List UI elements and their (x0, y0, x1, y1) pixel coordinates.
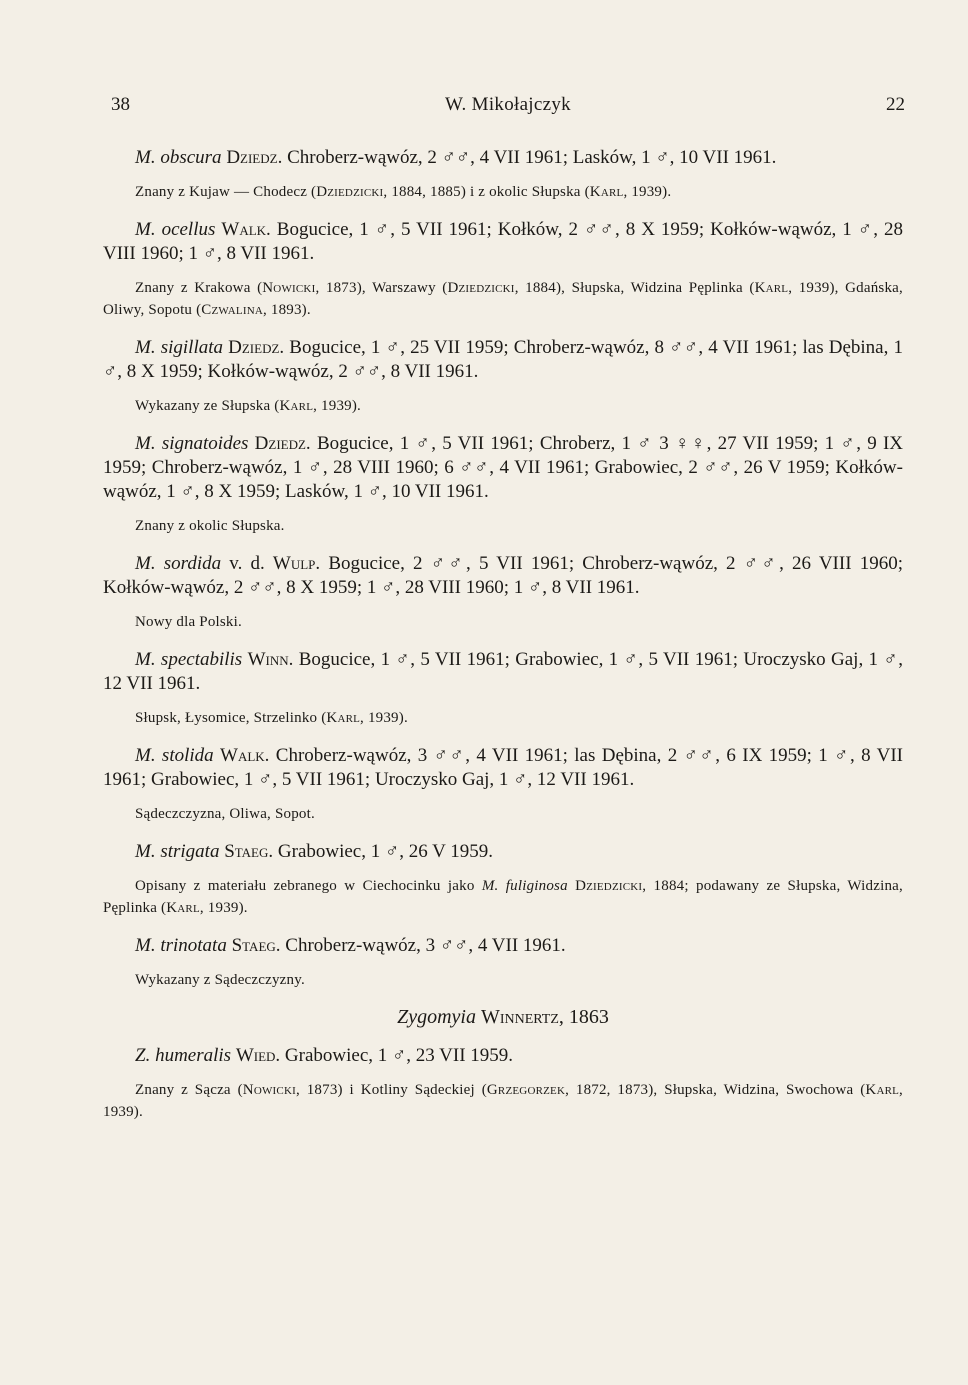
note-author: Dziedzicki (316, 184, 384, 200)
species-entry-sordida (103, 552, 903, 600)
note-text: , 1939), Gdańska, Oliwy, Sopotu ( (103, 280, 903, 318)
note-author: Karl (865, 1082, 900, 1098)
note-text: , 1884; podawany ze Słupska, Widzina, Pęplinka ( (103, 878, 903, 916)
running-header (111, 94, 905, 118)
note-author: Karl (589, 184, 624, 200)
note-text: , 1873) i Kotliny Sądeckiej ( (295, 1082, 487, 1098)
species-entry-sigillata (103, 336, 903, 384)
species-records: Chroberz-wąwóz, 2 ♂♂, 4 VII 1961; Lasków, 1 ♂, 10 VII 1961. (282, 147, 777, 168)
note-text (568, 878, 575, 894)
genus-author: Winnertz (480, 1006, 559, 1028)
species-name: M. signatoides (135, 433, 249, 454)
note-text: Wykazany z Sądeczczyzny. (135, 972, 305, 988)
species-entry-ocellus (103, 218, 903, 266)
note-text: Słupsk, Łysomice, Strzelinko ( (135, 710, 327, 726)
species-author: Walk. (220, 745, 270, 766)
note-text: , 1872, 1873), Słupska, Widzina, Swochowa ( (565, 1082, 866, 1098)
species-author: Dziedz. (228, 337, 285, 358)
species-entry-stolida (103, 744, 903, 792)
species-name: M. strigata (135, 841, 220, 862)
genus-heading (103, 1006, 903, 1029)
genus-name: Zygomyia (397, 1006, 476, 1028)
species-author: Staeg. (224, 841, 274, 862)
species-note-signatoides (103, 515, 903, 537)
note-text: Znany z Krakowa ( (135, 280, 263, 296)
note-text: Opisany z materiału zebranego w Ciechocinku jako (135, 878, 482, 894)
note-author: Nowicki (242, 1082, 296, 1098)
species-records: Bogucice, 1 ♂, 5 VII 1961; Chroberz, 1 ♂ 3 ♀♀, 27 VII 1959; 1 ♂, 9 IX 1959; Chroberz-wąwóz, 1 ♂, 28 VIII 1960; 6 ♂♂, 4 VII 1961; Grabowiec, 2 ♂♂, 26 V 1959; Kołków-wąwóz, 1 ♂, 8 X 1959; Lasków, 1 ♂, 10 VII 1961. (103, 433, 904, 502)
note-text: , 1884), Słupska, Widzina Pęplinka ( (514, 280, 755, 296)
note-text: Znany z Kujaw — Chodecz ( (135, 184, 317, 200)
species-author: Staeg. (231, 935, 281, 956)
page-number-right: 22 (886, 94, 905, 115)
species-entry-signatoides (103, 432, 903, 504)
note-author: Grzegorzek (486, 1082, 566, 1098)
species-entry-trinotata (103, 934, 903, 958)
note-species-name: M. fuliginosa (481, 878, 568, 894)
species-records: Grabowiec, 1 ♂, 23 VII 1959. (280, 1045, 514, 1066)
species-note-obscura (103, 181, 903, 203)
note-text: Znany z okolic Słupska. (135, 518, 285, 534)
species-name: M. trinotata (135, 935, 227, 956)
note-text: , 1893). (262, 302, 311, 318)
note-author: Karl (279, 398, 314, 414)
note-author: Nowicki (262, 280, 316, 296)
note-text: , 1873), Warszawy ( (315, 280, 448, 296)
species-entry-strigata (103, 840, 903, 864)
species-records: Chroberz-wąwóz, 3 ♂♂, 4 VII 1961. (280, 935, 566, 956)
species-records: Chroberz-wąwóz, 3 ♂♂, 4 VII 1961; las Dębina, 2 ♂♂, 6 IX 1959; 1 ♂, 8 VII 1961; Grabowiec, 1 ♂, 5 VII 1961; Uroczysko Gaj, 1 ♂, 12 VII 1961. (103, 745, 903, 790)
note-text: Znany z Sącza ( (135, 1082, 243, 1098)
species-author: Dziedz. (226, 147, 283, 168)
note-author: Dziedzicki (447, 280, 515, 296)
species-note-sordida (103, 611, 903, 633)
note-text: , 1884, 1885) i z okolic Słupska ( (383, 184, 590, 200)
species-note-sigillata (103, 395, 903, 417)
note-text: , 1939). (199, 900, 248, 916)
running-author: W. Mikołajczyk (445, 94, 571, 115)
species-note-ocellus (103, 277, 903, 321)
species-records: Bogucice, 2 ♂♂, 5 VII 1961; Chroberz-wąwóz, 2 ♂♂, 26 VIII 1960; Kołków-wąwóz, 2 ♂♂, 8 X 1959; 1 ♂, 28 VIII 1960; 1 ♂, 8 VII 1961. (103, 553, 903, 598)
note-author: Czwalina (201, 302, 263, 318)
species-note-stolida (103, 803, 903, 825)
species-name: M. stolida (135, 745, 214, 766)
species-note-spectabilis (103, 707, 903, 729)
species-author: Walk. (221, 219, 271, 240)
article-body (103, 146, 903, 1138)
species-author: Dziedz. (254, 433, 311, 454)
species-author-prefix: v. d. (221, 553, 273, 574)
species-name: M. spectabilis (135, 649, 243, 670)
genus-year: , 1863 (558, 1006, 609, 1028)
species-records: Bogucice, 1 ♂, 5 VII 1961; Kołków, 2 ♂♂, 8 X 1959; Kołków-wąwóz, 1 ♂, 28 VIII 1960; 1 ♂, 8 VII 1961. (103, 219, 904, 264)
note-author: Karl (166, 900, 200, 916)
species-author: Winn. (247, 649, 294, 670)
species-name: Z. humeralis (135, 1045, 232, 1066)
note-text: Nowy dla Polski. (135, 614, 242, 630)
note-text: , 1939). (360, 710, 408, 726)
species-records: Bogucice, 1 ♂, 25 VII 1959; Chroberz-wąwóz, 8 ♂♂, 4 VII 1961; las Dębina, 1 ♂, 8 X 1959; Kołków-wąwóz, 2 ♂♂, 8 VII 1961. (103, 337, 903, 382)
note-text: Sądeczczyzna, Oliwa, Sopot. (135, 806, 315, 822)
page-number-left: 38 (111, 94, 130, 115)
species-name: M. obscura (135, 147, 222, 168)
note-text: , 1939). (103, 1082, 903, 1120)
species-records: Grabowiec, 1 ♂, 26 V 1959. (273, 841, 494, 862)
note-author: Karl (754, 280, 789, 296)
note-text: , 1939). (623, 184, 672, 200)
species-entry-spectabilis (103, 648, 903, 696)
species-name: M. ocellus (135, 219, 216, 240)
species-name: M. sigillata (135, 337, 223, 358)
species-note-trinotata (103, 969, 903, 991)
species-entry-humeralis (103, 1044, 903, 1068)
species-records: Bogucice, 1 ♂, 5 VII 1961; Grabowiec, 1 ♂, 5 VII 1961; Uroczysko Gaj, 1 ♂, 12 VII 1961. (103, 649, 903, 694)
species-note-strigata (103, 875, 903, 919)
note-text: Wykazany ze Słupska ( (135, 398, 280, 414)
species-name: M. sordida (135, 553, 222, 574)
species-note-humeralis (103, 1079, 903, 1123)
species-entry-obscura (103, 146, 903, 170)
note-author: Dziedzicki (575, 878, 643, 894)
note-author: Karl (326, 710, 361, 726)
note-text: , 1939). (313, 398, 361, 414)
species-author: Wied. (235, 1045, 281, 1066)
species-author: Wulp. (272, 553, 321, 574)
